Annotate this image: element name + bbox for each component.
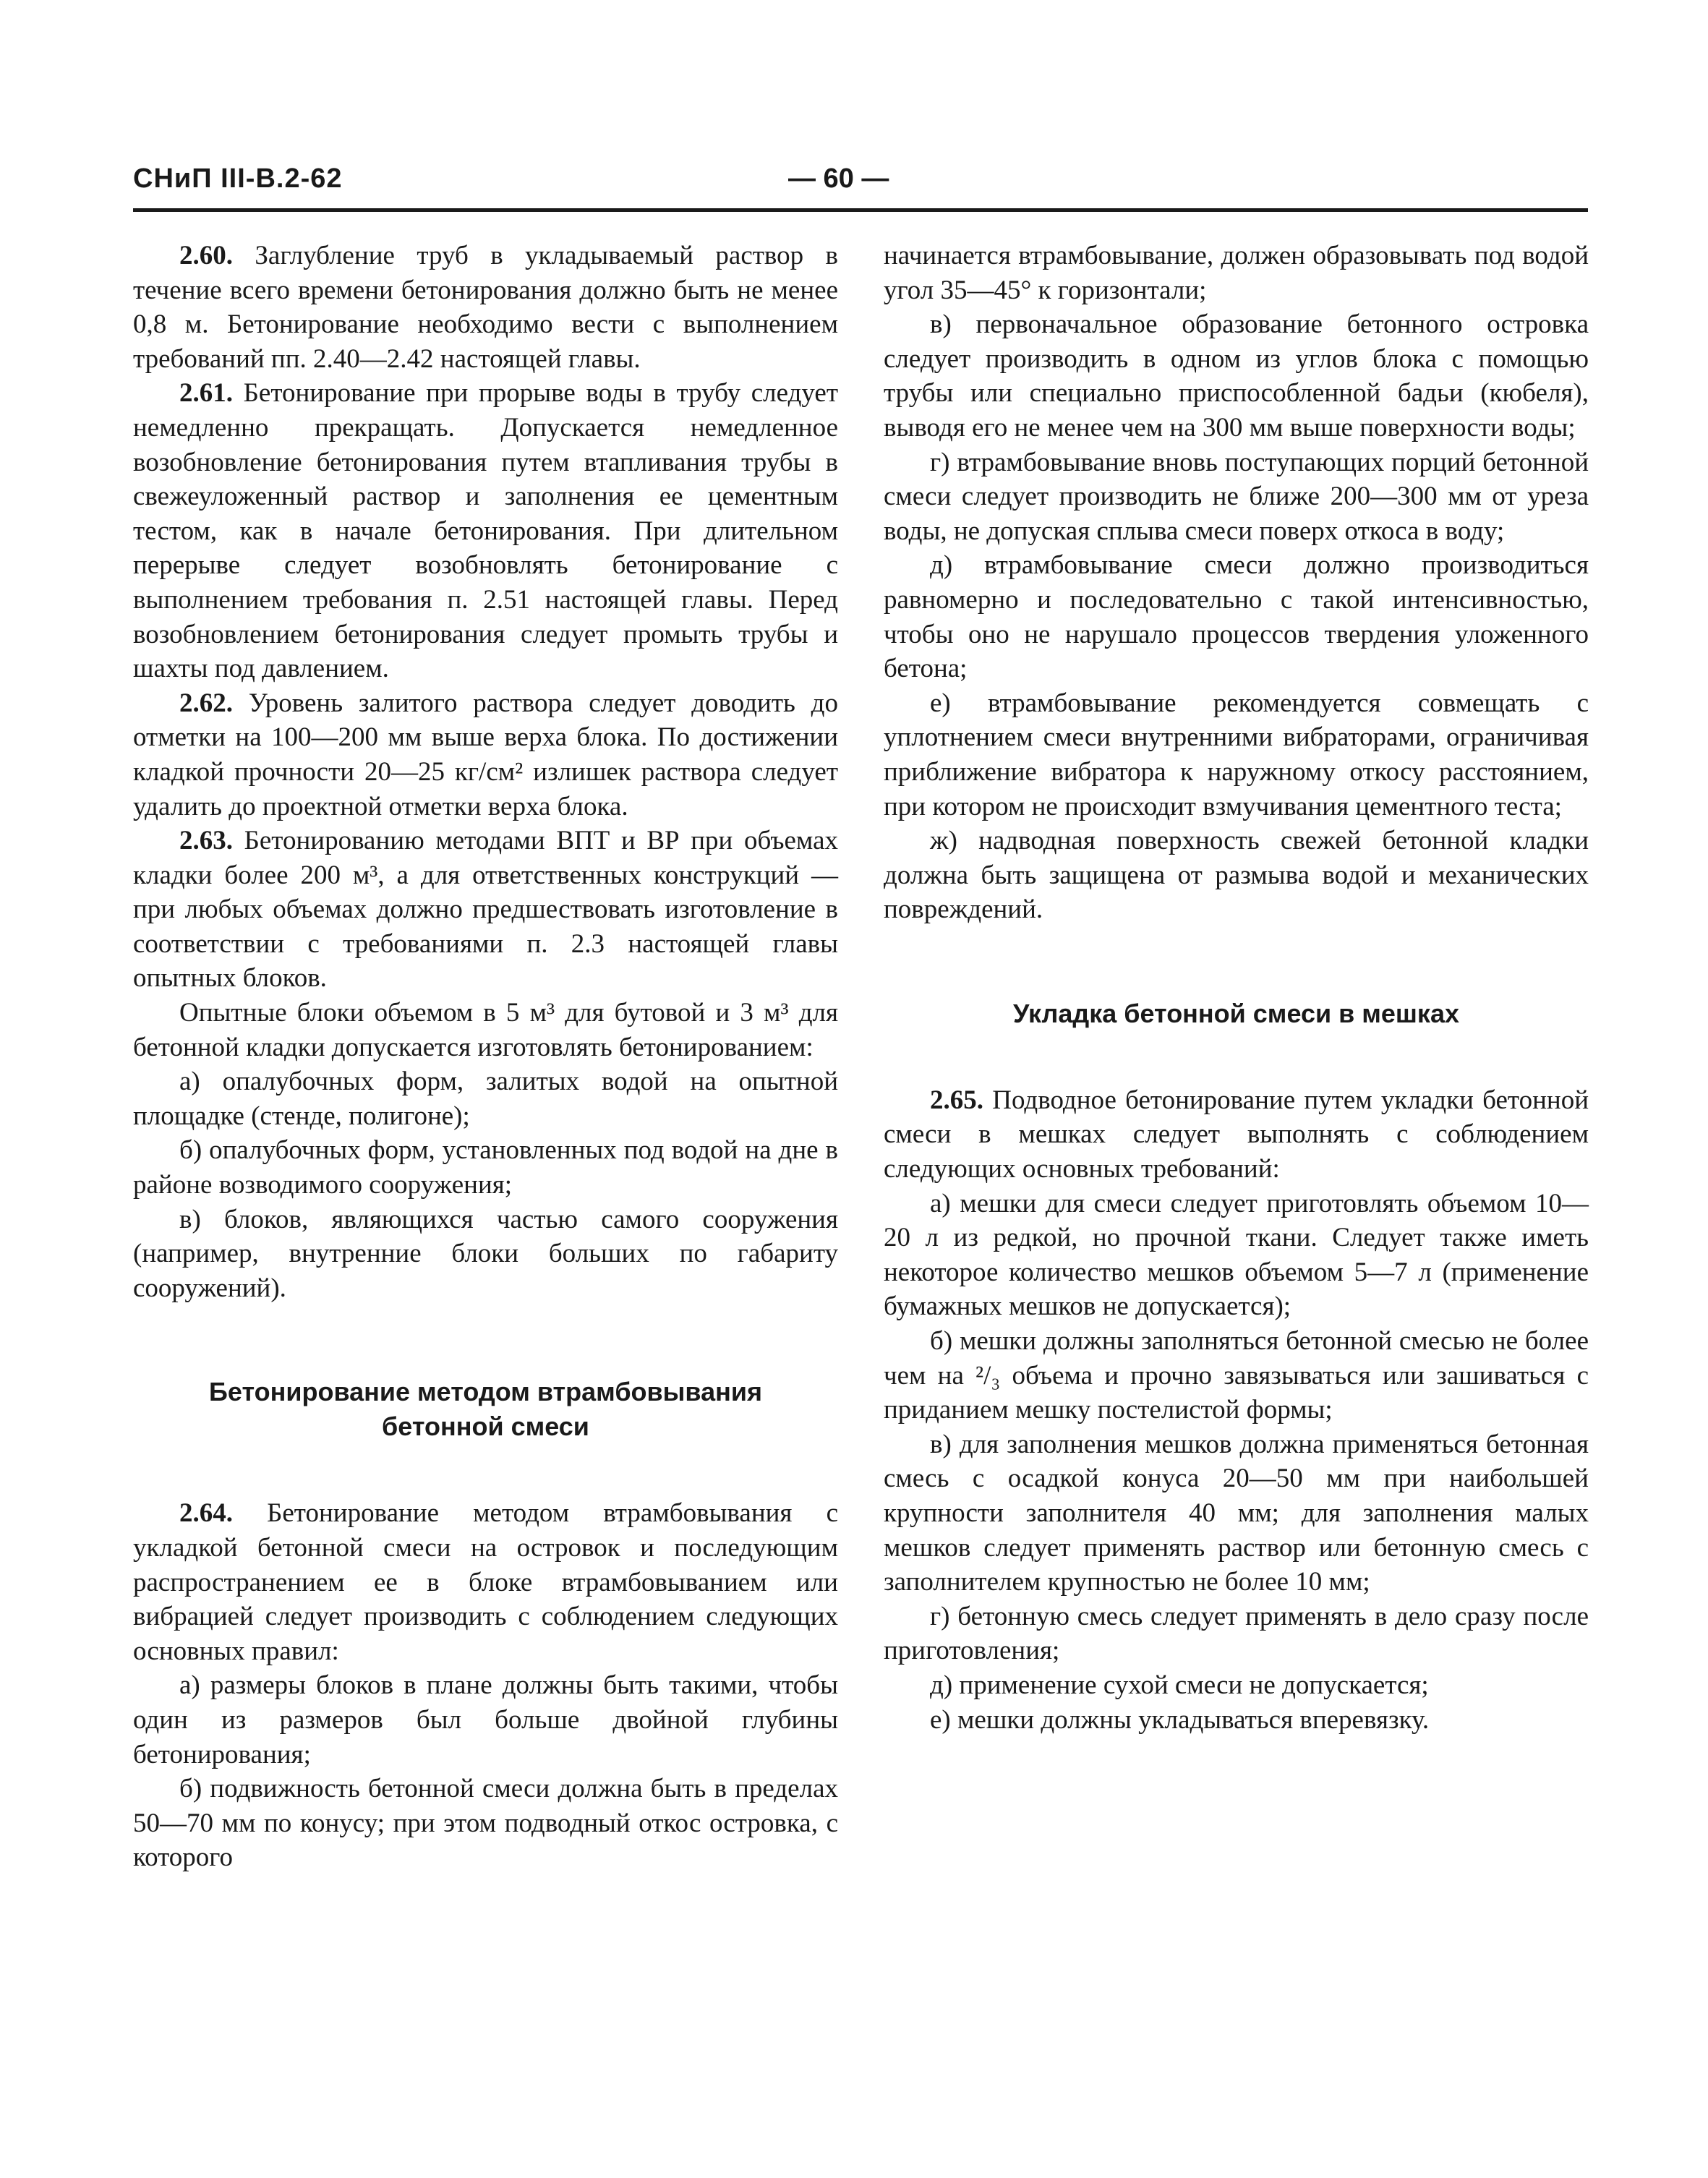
paragraph-2-60 bbox=[133, 239, 838, 376]
section-heading-bagged-concrete bbox=[884, 996, 1589, 1031]
clause-number: 2.64. bbox=[179, 1498, 233, 1529]
clause-number: 2.65. bbox=[930, 1085, 983, 1115]
section-heading-line-1: Бетонирование методом втрамбовывания bbox=[209, 1377, 762, 1407]
section-heading-rammed-concrete bbox=[133, 1375, 838, 1444]
list-item-zh: ж) надводная поверхность свежей бетонной кладки должна быть защищена от размыва водой и механических повреждений. bbox=[884, 826, 1589, 925]
paragraph-2-61 bbox=[133, 376, 838, 686]
list-item-d: д) втрамбовывание смеси должно производиться равномерно и последовательно с такой интенсивностью, чтобы оно не нарушало процессов твердения уложенного бетона; bbox=[884, 550, 1589, 684]
list-item-a: а) опалубочных форм, залитых водой на опытной площадке (стенде, полигоне); bbox=[133, 1067, 838, 1131]
paragraph-2-63-continued: Опытные блоки объемом в 5 м³ для бутовой и 3 м³ для бетонной кладки допускается изготовлять бетонированием: bbox=[133, 998, 838, 1062]
paragraph-text: Бетонирование методом втрамбовывания с укладкой бетонной смеси на островок и последующим распространением ее в блоке втрамбовыванием или вибрацией следует производить с соблюдением следующих основных правил: bbox=[133, 1498, 838, 1666]
paragraph-2-64 bbox=[133, 1496, 838, 1668]
paragraph-continued: начинается втрамбовывание, должен образовывать под водой угол 35—45° к горизонтали; bbox=[884, 241, 1589, 305]
section-heading-line-2: бетонной смеси bbox=[382, 1412, 589, 1442]
page-number: — 60 — bbox=[788, 163, 889, 194]
list-item-g: г) втрамбовывание вновь поступающих порций бетонной смеси следует производить не ближе 200—300 мм от уреза воды, не допуская сплыва смеси поверх откоса в воду; bbox=[884, 447, 1589, 546]
list-item-e: е) втрамбовывание рекомендуется совмещать с уплотнением смеси внутренними вибраторами, ограничивая приближение вибратора к наружному откосу расстоянием, при котором не происходит взмучивания цементного теста; bbox=[884, 688, 1589, 821]
paragraph-text: Заглубление труб в укладываемый раствор в течение всего времени бетонирования должно быть не менее 0,8 м. Бетонирование необходимо вести с выполнением требований пп. 2.40—2.42 настоящей главы. bbox=[133, 241, 838, 374]
header-rule bbox=[133, 208, 1588, 212]
list-item-e: е) мешки должны укладываться вперевязку. bbox=[930, 1704, 1430, 1735]
paragraph-text: Подводное бетонирование путем укладки бетонной смеси в мешках следует выполнять с соблюдением следующих основных требований: bbox=[884, 1085, 1589, 1184]
paragraph-text: Бетонирование при прорыве воды в трубу следует немедленно прекращать. Допускается немедленное возобновление бетонирования путем втапливания трубы в свежеуложенный раствор и заполнения ее цементным тестом, как в начале бетонирования. При длительном перерыве следует возобновлять бетонирование с выполнением требования п. 2.51 настоящей главы. Перед возобновлением бетонирования следует промыть трубы и шахты под давлением. bbox=[133, 378, 838, 684]
paragraph-2-62 bbox=[133, 686, 838, 824]
left-column bbox=[133, 239, 838, 1875]
list-item-d: д) применение сухой смеси не допускается; bbox=[930, 1670, 1429, 1700]
right-column bbox=[884, 239, 1589, 1737]
list-item-a: а) размеры блоков в плане должны быть такими, чтобы один из размеров был больше двойной глубины бетонирования; bbox=[133, 1670, 838, 1769]
list-item-v: в) первоначальное образование бетонного островка следует производить в одном из углов блока с помощью трубы или специально приспособленной бадьи (кюбеля), выводя его не менее чем на 300 мм выше поверхности воды; bbox=[884, 309, 1589, 443]
list-item-v: в) блоков, являющихся частью самого сооружения (например, внутренние блоки больших по габариту сооружений). bbox=[133, 1204, 838, 1303]
paragraph-text: Уровень залитого раствора следует доводить до отметки на 100—200 мм выше верха блока. По достижении кладкой прочности 20—25 кг/см² излишек раствора следует удалить до проектной отметки верха блока. bbox=[133, 688, 838, 821]
section-heading: Укладка бетонной смеси в мешках bbox=[1012, 998, 1459, 1028]
clause-number: 2.62. bbox=[179, 688, 233, 718]
paragraph-text: Бетонированию методами ВПТ и ВР при объемах кладки более 200 м³, а для ответственных конструкций — при любых объемах должно предшествовать изготовление в соответствии с требованиями п. 2.3 настоящей главы опытных блоков. bbox=[133, 826, 838, 994]
document-code: СНиП III-В.2-62 bbox=[133, 163, 343, 194]
list-item-v: в) для заполнения мешков должна применяться бетонная смесь с осадкой конуса 20—50 мм при наибольшей крупности заполнителя 40 мм; для заполнения малых мешков следует применять раствор или бетонную смесь с заполнителем крупностью не более 10 мм; bbox=[884, 1429, 1589, 1597]
list-item-b: б) подвижность бетонной смеси должна быть в пределах 50—70 мм по конусу; при этом подводный откос островка, с которого bbox=[133, 1774, 838, 1873]
clause-number: 2.61. bbox=[179, 378, 233, 409]
clause-number: 2.60. bbox=[179, 241, 233, 270]
list-item-b: б) опалубочных форм, установленных под водой на дне в районе возводимого сооружения; bbox=[133, 1135, 838, 1200]
list-item-b: б) мешки должны заполняться бетонной смесью не более чем на ²/₃ объема и прочно завязываться или зашиваться с приданием мешку постелистой формы; bbox=[884, 1326, 1589, 1425]
clause-number: 2.63. bbox=[179, 826, 233, 856]
list-item-g: г) бетонную смесь следует применять в дело сразу после приготовления; bbox=[884, 1601, 1589, 1666]
paragraph-2-63 bbox=[133, 824, 838, 996]
paragraph-2-65 bbox=[884, 1083, 1589, 1187]
list-item-a: а) мешки для смеси следует приготовлять объемом 10—20 л из редкой, но прочной ткани. Следует также иметь некоторое количество мешков объемом 5—7 л (применение бумажных мешков не допускается); bbox=[884, 1188, 1589, 1322]
